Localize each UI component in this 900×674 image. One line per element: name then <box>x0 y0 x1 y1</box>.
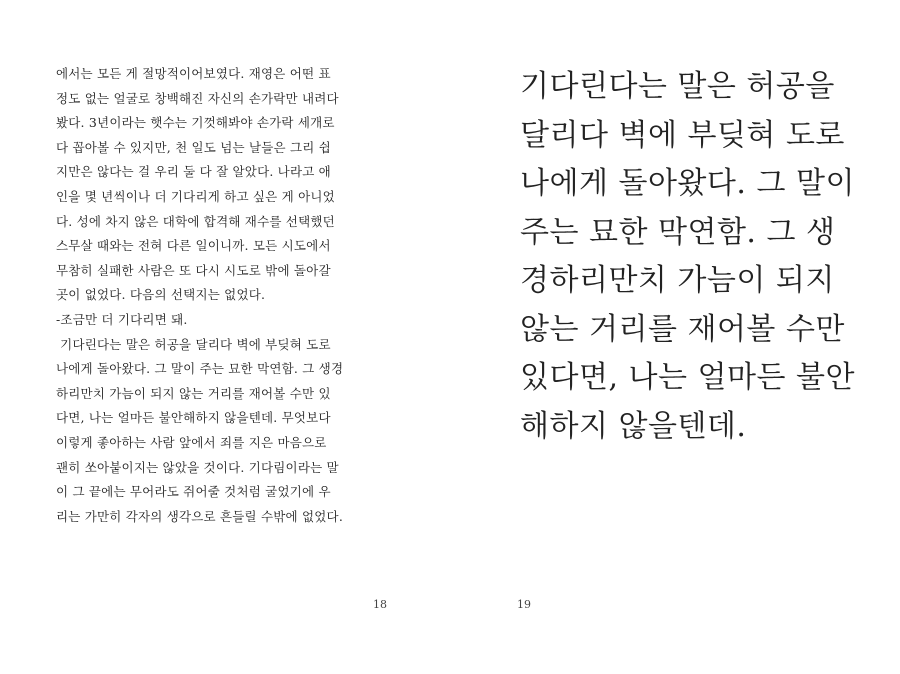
body-line: 괜히 쏘아붙이지는 않았을 것이다. 기다림이라는 말 <box>56 459 339 475</box>
body-text <box>56 62 386 529</box>
body-line: 에서는 모든 게 절망적이어보였다. 재영은 어떤 표 <box>56 66 331 81</box>
body-line: 다면, 나는 얼마든 불안해하지 않을텐데. 무엇보다 <box>56 410 331 426</box>
body-line: 다 꼽아볼 수 있지만, 천 일도 넘는 날들은 그리 쉽 <box>56 139 331 155</box>
right-page <box>450 0 900 674</box>
quote-line: 주는 묘한 막연함. 그 생 <box>520 214 836 250</box>
body-line: 스무살 때와는 전혀 다른 일이니까. 모든 시도에서 <box>56 238 331 254</box>
pull-quote <box>520 63 880 451</box>
body-line: 리는 가만히 각자의 생각으로 흔들릴 수밖에 없었다. <box>56 508 343 524</box>
body-line: 무참히 실패한 사람은 또 다시 시도로 밖에 돌아갈 <box>56 262 331 278</box>
page-number: 19 <box>517 598 531 611</box>
quote-line: 기다린다는 말은 허공을 <box>520 69 835 104</box>
body-line: 곳이 없었다. 다음의 선택지는 없었다. <box>56 287 266 303</box>
body-line: 지만은 않다는 걸 우리 둘 다 잘 알았다. 나라고 애 <box>56 164 331 180</box>
quote-line: 해하지 않을텐데. <box>520 408 747 444</box>
body-line: 정도 없는 얼굴로 창백해진 자신의 손가락만 내려다 <box>56 90 339 106</box>
dialogue-line: -조금만 더 기다리면 돼. <box>56 311 188 327</box>
body-line: 봤다. 3년이라는 햇수는 기껏해봐야 손가락 세개로 <box>56 115 335 131</box>
quote-line: 않는 거리를 재어볼 수만 <box>520 311 845 347</box>
quote-line: 나에게 돌아왔다. 그 말이 <box>520 166 855 201</box>
body-line: 기다린다는 말은 허공을 달리다 벽에 부딪혀 도로 <box>56 336 331 352</box>
quote-line: 달리다 벽에 부딪혀 도로 <box>520 117 845 153</box>
quote-line: 경하리만치 가늠이 되지 <box>520 263 835 298</box>
body-line: 이렇게 좋아하는 사람 앞에서 죄를 지은 마음으로 <box>56 434 327 450</box>
body-line: 하리만치 가늠이 되지 않는 거리를 재어볼 수만 있 <box>56 385 331 401</box>
body-line: 다. 성에 차지 않은 대학에 합격해 재수를 선택했던 <box>56 213 335 229</box>
body-line: 나에게 돌아왔다. 그 말이 주는 묘한 막연함. 그 생경 <box>56 361 344 377</box>
page-number: 18 <box>373 598 387 611</box>
body-line: 인을 몇 년씩이나 더 기다리게 하고 싶은 게 아니었 <box>56 188 335 204</box>
quote-line: 있다면, 나는 얼마든 불안 <box>520 360 855 395</box>
body-line: 이 그 끝에는 무어라도 쥐어줄 것처럼 굴었기에 우 <box>56 484 331 500</box>
